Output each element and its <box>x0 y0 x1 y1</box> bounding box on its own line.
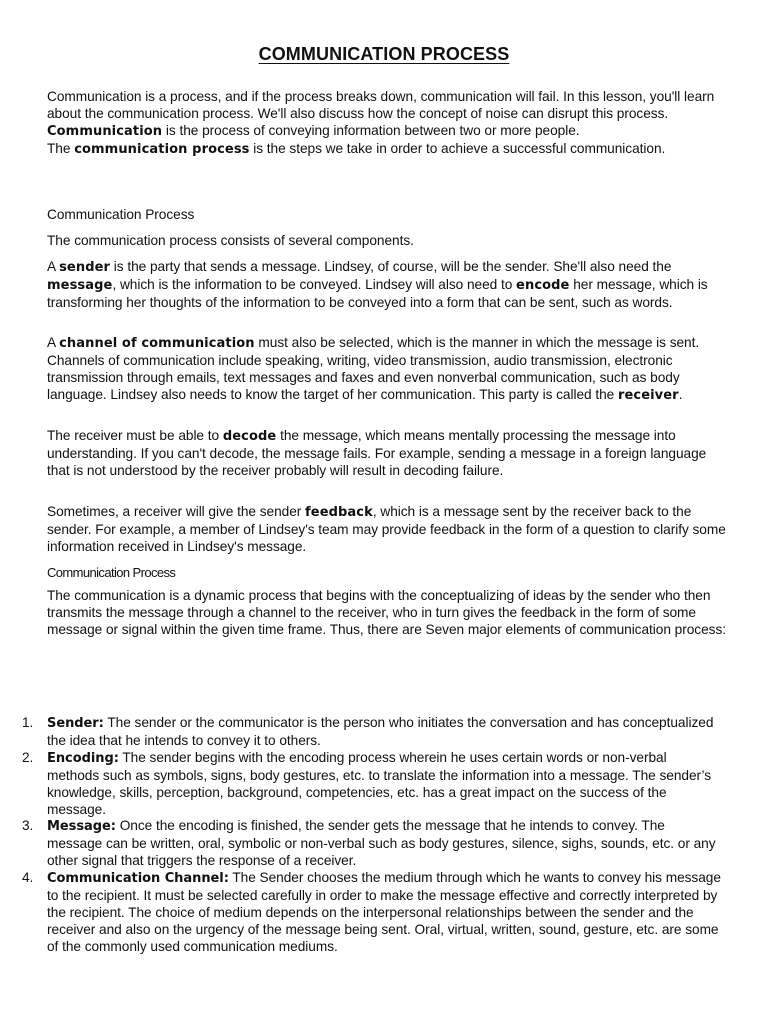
list-item: 3. Message: Once the encoding is finished, the sender gets the message that he intends to convey. The message can be written, oral, symbolic or non-verbal such as body gestures, silence, sighs, sounds, etc. or any other signal that triggers the response of a receiver. <box>22 818 716 869</box>
components-sentence: The communication process consists of several components. <box>47 233 414 248</box>
list-item: 2. Encoding: The sender begins with the encoding process wherein he uses certain words or non-verbal methods such as symbols, signs, body gestures, etc. to translate the information into a message. The sender’s knowledge, skills, perception, background, competencies, etc. has a great impact on the success of the message. <box>22 749 712 817</box>
decode-paragraph: The receiver must be able to decode the message, which means mentally processing the message into understanding. If you can't decode, the message fails. For example, sending a message in a foreign language that is not understood by the receiver probably will result in decoding failure. <box>47 428 707 478</box>
section-heading-1: Communication Process <box>47 207 195 222</box>
feedback-paragraph: Sometimes, a receiver will give the sender feedback, which is a message sent by the receiver back to the sender. For example, a member of Lindsey's team may provide feedback in the form of a question to clarify some information received in Lindsey's message. <box>47 504 726 554</box>
section-heading-2: Communication Process <box>47 565 176 580</box>
process-definition: The communication process is the steps we take in order to achieve a successful communication. <box>47 140 666 157</box>
elements-list <box>22 715 722 956</box>
communication-definition: Communication is the process of conveying information between two or more people. <box>47 122 580 139</box>
list-item: 4. Communication Channel: The Sender chooses the medium through which he wants to convey his message to the recipient. It must be selected carefully in order to make the message effective and correctly interpreted by the recipient. The choice of medium depends on the interpersonal relationships between the sender and the receiver and also on the urgency of the message being sent. Oral, virtual, written, sound, gesture, etc. are some of the commonly used communication mediums. <box>22 870 721 954</box>
list-item: 1. Sender: The sender or the communicator is the person who initiates the conversation and has conceptualized the idea that he intends to convey it to others. <box>22 715 714 748</box>
channel-paragraph: A channel of communication must also be selected, which is the manner in which the message is sent. Channels of communication include speaking, writing, video transmission, audio transmission, electronic transmission through emails, text messages and faxes and even nonverbal communication, such as body language. Lindsey also needs to know the target of her communication. This party is called the receiver. <box>47 335 700 403</box>
intro-block <box>47 89 729 159</box>
document-title: COMMUNICATION PROCESS <box>258 44 510 64</box>
intro-paragraph: Communication is a process, and if the process breaks down, communication will fail. In this lesson, you'll learn about the communication process. We'll also discuss how the concept of noise can disrupt this process. <box>47 89 715 121</box>
dynamic-process-paragraph: The communication is a dynamic process that begins with the conceptualizing of ideas by the sender who then transmits the message through a channel to the receiver, who in turn gives the feedback in the form of some message or signal within the given time frame. Thus, there are Seven major elements of communication process: <box>47 588 726 637</box>
sender-paragraph: A sender is the party that sends a message. Lindsey, of course, will be the sender. She'll also need the message, which is the information to be conveyed. Lindsey will also need to encode her message, which is transforming her thoughts of the information to be conveyed into a form that can be sent, such as words. <box>47 259 708 310</box>
